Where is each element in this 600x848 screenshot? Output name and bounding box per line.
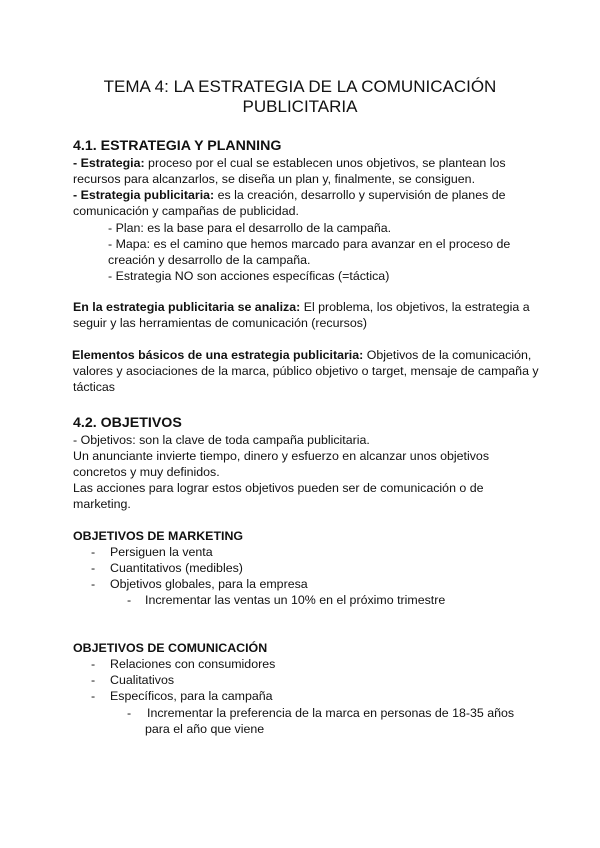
list-dash: - <box>91 561 96 575</box>
elementos-text-cont2: tácticas <box>73 380 116 394</box>
comunicacion-heading: OBJETIVOS DE COMUNICACIÓN <box>73 641 268 655</box>
estrategia-text-cont: recursos para alcanzarlos, se diseña un plan y, finalmente, se consiguen. <box>73 172 476 186</box>
analiza-text: El problema, los objetivos, la estrategia a <box>300 300 530 314</box>
sub-item-estrategia: - Estrategia NO son acciones específicas (=táctica) <box>108 269 390 283</box>
section-heading-4-1: 4.1. ESTRATEGIA Y PLANNING <box>73 138 282 154</box>
page-title-line1: TEMA 4: LA ESTRATEGIA DE LA COMUNICACIÓN <box>103 77 497 96</box>
ep-text-cont: comunicación y campañas de publicidad. <box>73 204 299 218</box>
marketing-heading: OBJETIVOS DE MARKETING <box>73 529 244 543</box>
estrategia-publicitaria-definition <box>73 187 506 203</box>
list-dash: - <box>91 577 96 591</box>
objetivos-definition: - Objetivos: son la clave de toda campaña publicitaria. <box>73 433 370 447</box>
list-item: Persiguen la venta <box>110 545 213 559</box>
sub-item-mapa-cont: creación y desarrollo de la campaña. <box>108 253 311 267</box>
analiza-label: En la estrategia publicitaria se analiza: <box>73 300 301 314</box>
list-item: Relaciones con consumidores <box>110 657 276 671</box>
list-dash: - <box>91 545 96 559</box>
elementos-label: Elementos básicos de una estrategia publicitaria: <box>72 348 364 362</box>
list-item: Cualitativos <box>110 673 175 687</box>
list-dash: - <box>91 673 96 687</box>
list-item: Objetivos globales, para la empresa <box>110 577 308 591</box>
sub-list-item: Incrementar la preferencia de la marca en personas de 18-35 años <box>147 706 515 720</box>
estrategia-definition <box>73 155 506 171</box>
elementos-text: Objetivos de la comunicación, <box>363 348 532 362</box>
section-heading-4-2: 4.2. OBJETIVOS <box>73 415 182 431</box>
ep-label: - Estrategia publicitaria: <box>73 188 215 202</box>
estrategia-text: proceso por el cual se establecen unos objetivos, se plantean los <box>144 156 506 170</box>
list-item: Cuantitativos (medibles) <box>110 561 243 575</box>
list-dash: - <box>127 593 132 607</box>
list-dash: - <box>91 689 96 703</box>
list-dash: - <box>91 657 96 671</box>
ep-text: es la creación, desarrollo y supervisión de planes de <box>214 188 506 202</box>
list-item: Específicos, para la campaña <box>110 689 273 703</box>
sub-list-item-cont: para el año que viene <box>145 722 265 736</box>
acciones-text-cont: marketing. <box>73 497 131 511</box>
acciones-text: Las acciones para lograr estos objetivos pueden ser de comunicación o de <box>73 481 484 495</box>
analiza-paragraph <box>73 299 530 315</box>
sub-item-mapa: - Mapa: es el camino que hemos marcado para avanzar en el proceso de <box>108 237 511 251</box>
anunciante-text-cont: concretos y muy definidos. <box>73 465 220 479</box>
analiza-text-cont: seguir y las herramientas de comunicación (recursos) <box>73 316 368 330</box>
page-title-line2: PUBLICITARIA <box>242 97 358 116</box>
elementos-paragraph <box>72 347 531 363</box>
sub-item-plan: - Plan: es la base para el desarrollo de la campaña. <box>108 221 392 235</box>
sub-list-item: Incrementar las ventas un 10% en el próximo trimestre <box>145 593 446 607</box>
list-dash: - <box>127 706 132 720</box>
estrategia-label: - Estrategia: <box>73 156 145 170</box>
elementos-text-cont1: valores y asociaciones de la marca, público objetivo o target, mensaje de campaña y <box>73 364 539 378</box>
anunciante-text: Un anunciante invierte tiempo, dinero y esfuerzo en alcanzar unos objetivos <box>73 449 490 463</box>
